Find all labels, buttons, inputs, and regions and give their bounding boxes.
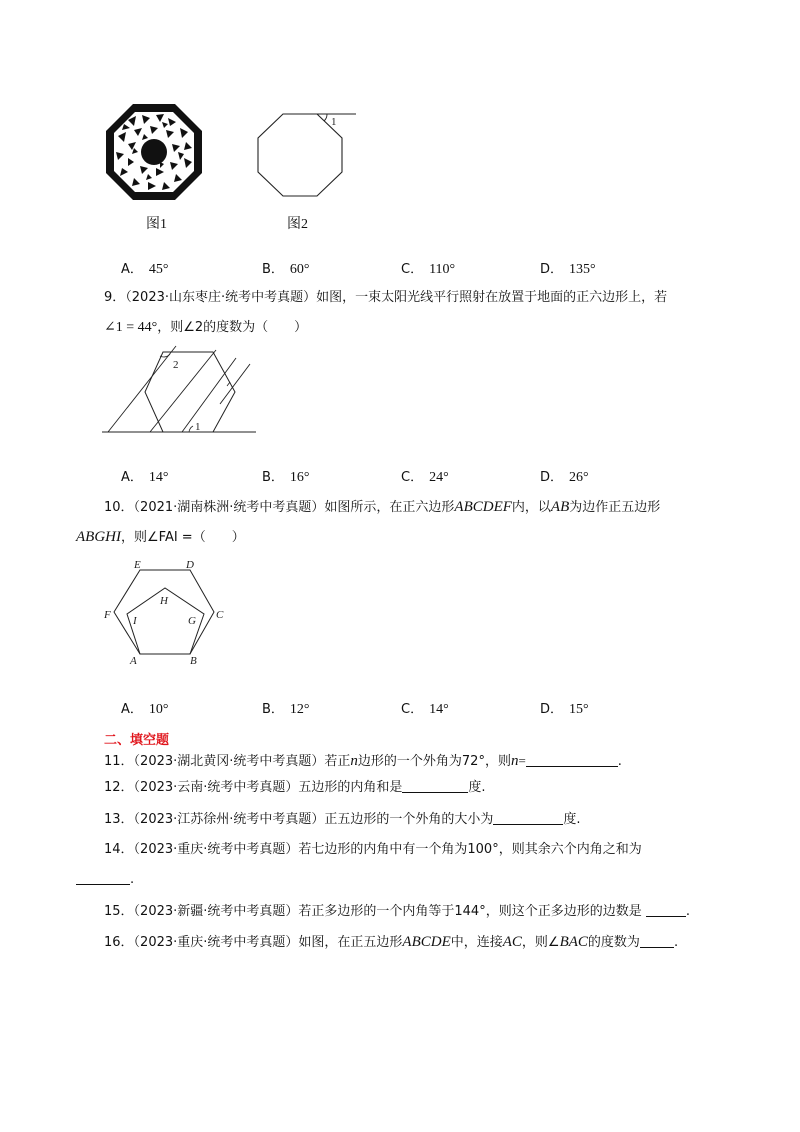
q14-answer-blank[interactable] xyxy=(76,870,130,885)
q16: 16．（2023·重庆·统考中考真题）如图，在正五边形ABCDE中，连接AC，则∠BAC的度数为 . xyxy=(104,934,679,950)
q9-fig-label-2: 2 xyxy=(173,359,179,371)
q15-answer-blank[interactable] xyxy=(646,902,686,917)
q10-label-g: G xyxy=(188,615,196,627)
q13: 13．（2023·江苏徐州·统考中考真题）正五边形的一个外角的大小为 度. xyxy=(104,812,581,827)
q10-option-d[interactable]: D． 15° xyxy=(540,702,589,717)
q12: 12．（2023·云南·统考中考真题）五边形的内角和是 度. xyxy=(104,780,486,795)
q9-option-b[interactable]: B． 16° xyxy=(262,470,310,485)
q10-label-b: B xyxy=(190,655,197,667)
q11: 11．（2023·湖北黄冈·统考中考真题）若正n边形的一个外角为72°，则n= . xyxy=(104,753,622,769)
q14: 14．（2023·重庆·统考中考真题）若七边形的内角中有一个角为100°，则其余六个内角之和为 xyxy=(104,842,642,857)
q9-stem-line2: ∠1 = 44°，则∠2的度数为（ ） xyxy=(104,320,308,335)
q10-stem-line1: 10．（2021·湖南株洲·统考中考真题）如图所示，在正六边形ABCDEF内，以AB为边作正五边形 xyxy=(104,499,661,515)
q10-option-a[interactable]: A． 10° xyxy=(121,702,169,717)
section-title-fill-in: 二、填空题 xyxy=(104,733,170,748)
fig1-caption: 图1 xyxy=(146,217,167,232)
q10-figure-hexagon-pentagon xyxy=(100,556,230,668)
fig2-caption: 图2 xyxy=(287,217,308,232)
q10-option-c[interactable]: C． 14° xyxy=(401,702,449,717)
q9-option-c[interactable]: C． 24° xyxy=(401,470,449,485)
q10-label-i: I xyxy=(133,615,137,627)
q10-label-f: F xyxy=(104,609,111,621)
q9-condition: ∠1 = 44° xyxy=(104,320,158,335)
fig2-angle-label: 1 xyxy=(331,116,337,128)
q15: 15．（2023·新疆·统考中考真题）若正多边形的一个内角等于144°，则这个正多边形的边数是 . xyxy=(104,904,690,919)
q14-line2: . xyxy=(76,870,134,890)
q13-answer-blank[interactable] xyxy=(493,810,563,825)
q11-answer-blank[interactable] xyxy=(526,752,618,767)
q10-label-c: C xyxy=(216,609,224,621)
q9-option-d[interactable]: D． 26° xyxy=(540,470,589,485)
q8-option-d[interactable]: D． 135° xyxy=(540,262,596,277)
q8-option-a[interactable]: A． 45° xyxy=(121,262,169,277)
q12-answer-blank[interactable] xyxy=(402,778,468,793)
q10-label-d: D xyxy=(186,559,194,571)
q8-figure-2-octagon xyxy=(250,106,360,202)
q10-label-h: H xyxy=(160,595,168,607)
q10-option-b[interactable]: B． 12° xyxy=(262,702,310,717)
q9-option-a[interactable]: A． 14° xyxy=(121,470,169,485)
q10-label-e: E xyxy=(134,559,141,571)
q9-stem-line1: 9．（2023·山东枣庄·统考中考真题）如图，一束太阳光线平行照射在放置于地面的正六边形上，若 xyxy=(104,290,668,305)
q8-figure-1-window xyxy=(104,102,204,202)
q8-option-c[interactable]: C． 110° xyxy=(401,262,456,277)
q10-stem-line2: ABGHI，则∠FAI =（ ） xyxy=(76,529,245,545)
q9-figure-hexagon-sunlight xyxy=(100,344,260,436)
q8-option-b[interactable]: B． 60° xyxy=(262,262,310,277)
q10-label-a: A xyxy=(130,655,137,667)
q16-answer-blank[interactable] xyxy=(640,933,674,948)
q9-fig-label-1: 1 xyxy=(195,421,201,433)
